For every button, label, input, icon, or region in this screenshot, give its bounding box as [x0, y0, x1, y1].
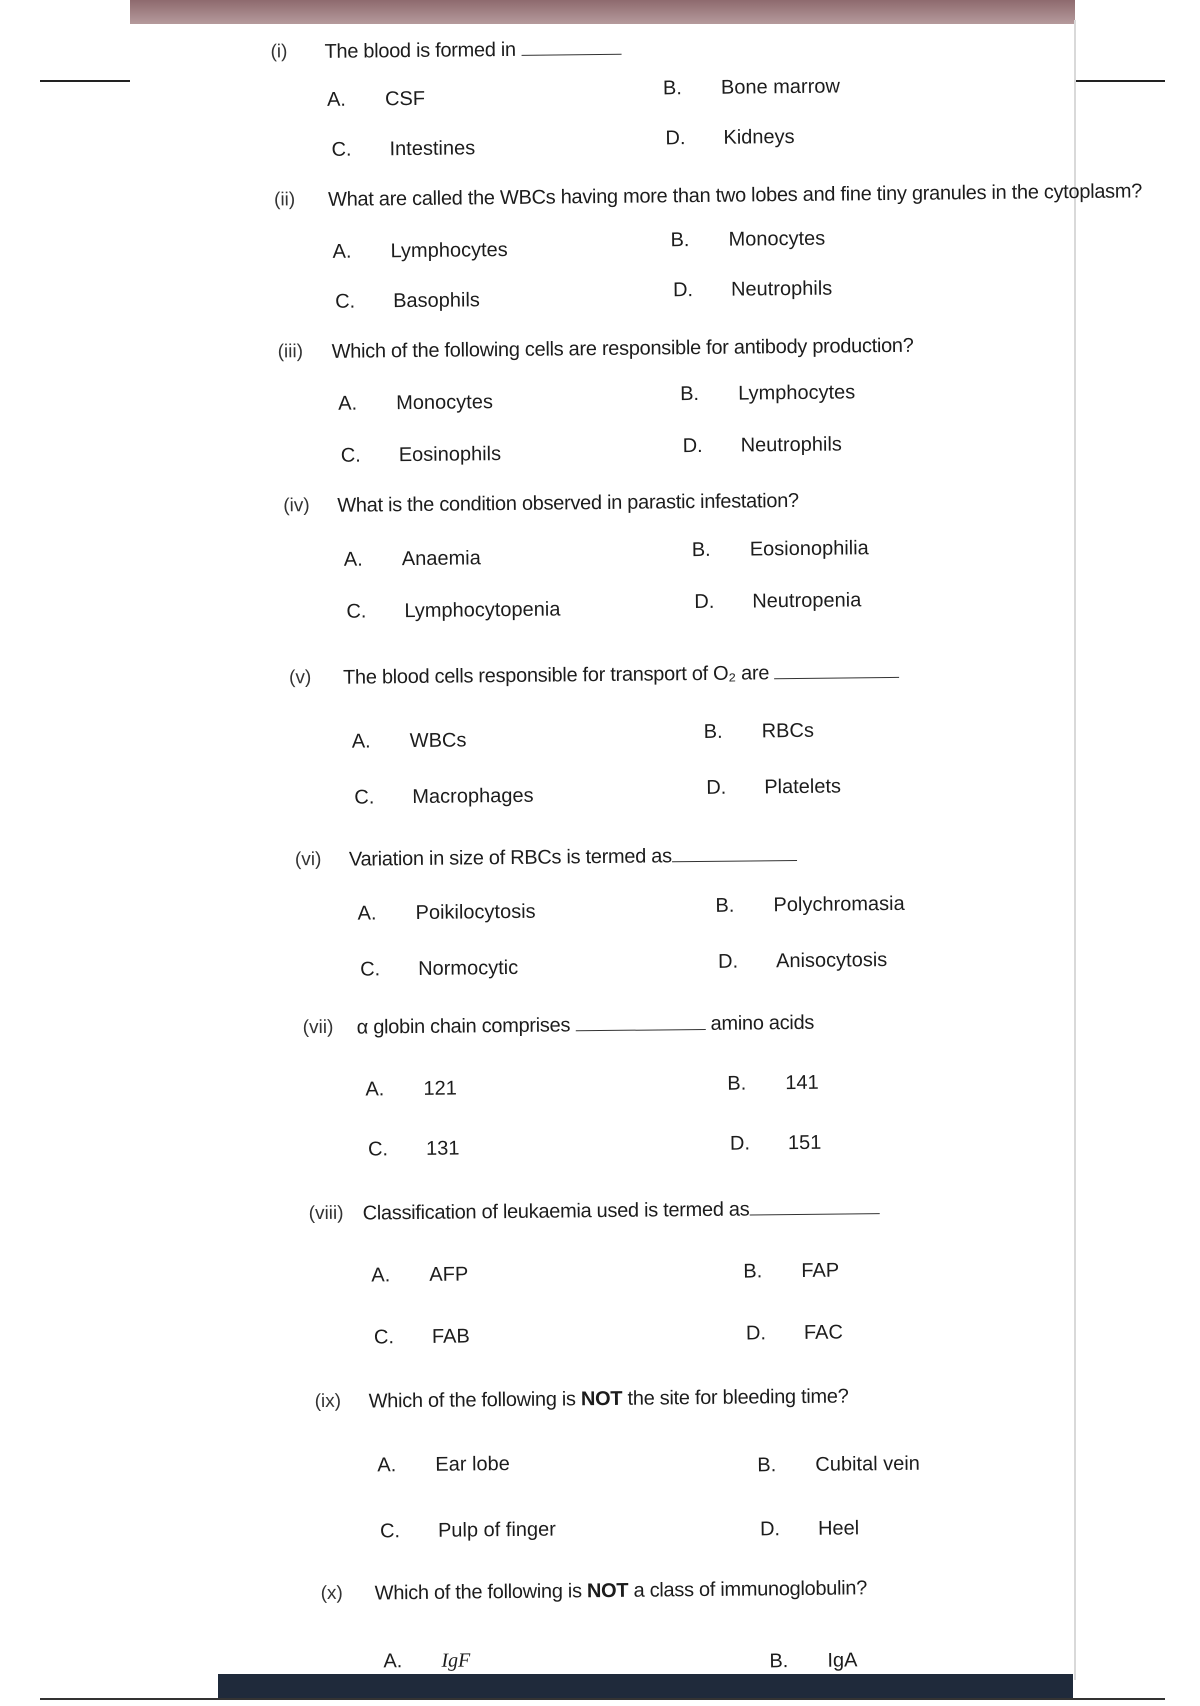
option-d[interactable]: D. Heel — [760, 1517, 859, 1541]
question-text: What is the condition observed in parastic infestation? — [337, 490, 799, 518]
question-number: (vi) — [295, 849, 322, 871]
option-a[interactable]: A. Monocytes — [338, 391, 493, 416]
option-d[interactable]: D. Neutrophils — [683, 433, 842, 458]
option-d[interactable]: D. FAC — [746, 1322, 843, 1346]
question-text: The blood is formed in — [324, 38, 621, 64]
option-d[interactable]: D. Neutropenia — [694, 589, 861, 614]
question-number: (viii) — [309, 1203, 344, 1225]
option-b[interactable]: B. 141 — [727, 1072, 819, 1096]
option-a[interactable]: A. Poikilocytosis — [357, 901, 535, 926]
question-number: (v) — [289, 667, 311, 689]
option-c[interactable]: C. Lymphocytopenia — [346, 598, 560, 623]
option-b[interactable]: B. RBCs — [704, 720, 814, 744]
option-c[interactable]: C. 131 — [368, 1138, 460, 1162]
question-text: α globin chain comprises amino acids — [357, 1012, 815, 1040]
option-a[interactable]: A. CSF — [327, 88, 425, 112]
option-d[interactable]: D. 151 — [730, 1132, 822, 1156]
option-c[interactable]: C. FAB — [374, 1325, 470, 1349]
option-a[interactable]: A. AFP — [371, 1263, 468, 1287]
question-text: Which of the following is NOT the site for bleeding time? — [369, 1385, 849, 1413]
question-number: (ix) — [315, 1391, 342, 1413]
question-text: The blood cells responsible for transport of O₂ are — [343, 661, 900, 690]
option-c[interactable]: C. Macrophages — [354, 785, 533, 810]
option-b[interactable]: B. Monocytes — [670, 228, 825, 253]
question-text: Classification of leukaemia used is termed as — [363, 1197, 880, 1225]
question-number: (x) — [321, 1583, 343, 1605]
option-b[interactable]: B. Polychromasia — [715, 893, 904, 918]
option-c[interactable]: C. Pulp of finger — [380, 1519, 556, 1544]
question-number: (iii) — [278, 341, 304, 363]
option-d[interactable]: D. Anisocytosis — [718, 949, 887, 974]
option-d[interactable]: D. Kidneys — [665, 126, 794, 150]
option-b[interactable]: B. Cubital vein — [757, 1453, 920, 1478]
option-a[interactable]: A. Ear lobe — [377, 1453, 510, 1477]
option-c[interactable]: C. Normocytic — [360, 957, 518, 982]
option-b[interactable]: B. FAP — [743, 1260, 839, 1284]
question-text: Which of the following cells are responsible for antibody production? — [332, 335, 914, 364]
option-a[interactable]: A. Anaemia — [344, 547, 481, 571]
question-number: (vii) — [303, 1017, 334, 1039]
option-b[interactable]: B. IgA — [769, 1649, 857, 1673]
option-b[interactable]: B. Bone marrow — [663, 75, 840, 100]
question-number: (ii) — [274, 189, 295, 211]
option-d[interactable]: D. Neutrophils — [673, 278, 832, 303]
option-b[interactable]: B. Lymphocytes — [680, 381, 855, 406]
question-number: (i) — [270, 41, 287, 63]
bottom-edge-bar — [218, 1674, 1073, 1700]
option-c[interactable]: C. Eosinophils — [341, 443, 502, 468]
option-a[interactable]: A. IgF — [383, 1649, 470, 1673]
option-b[interactable]: B. Eosionophilia — [692, 537, 869, 562]
option-c[interactable]: C. Basophils — [335, 289, 480, 314]
question-text: Which of the following is NOT a class of immunoglobulin? — [375, 1577, 868, 1605]
option-a[interactable]: A. Lymphocytes — [333, 239, 508, 264]
option-a[interactable]: A. WBCs — [352, 729, 467, 753]
option-c[interactable]: C. Intestines — [331, 137, 475, 162]
question-number: (iv) — [283, 495, 310, 517]
option-a[interactable]: A. 121 — [365, 1078, 457, 1102]
question-text: Variation in size of RBCs is termed as — [349, 844, 797, 872]
option-d[interactable]: D. Platelets — [706, 776, 841, 800]
question-text: What are called the WBCs having more than two lobes and fine tiny granules in the cytoplasm? — [328, 180, 1142, 212]
